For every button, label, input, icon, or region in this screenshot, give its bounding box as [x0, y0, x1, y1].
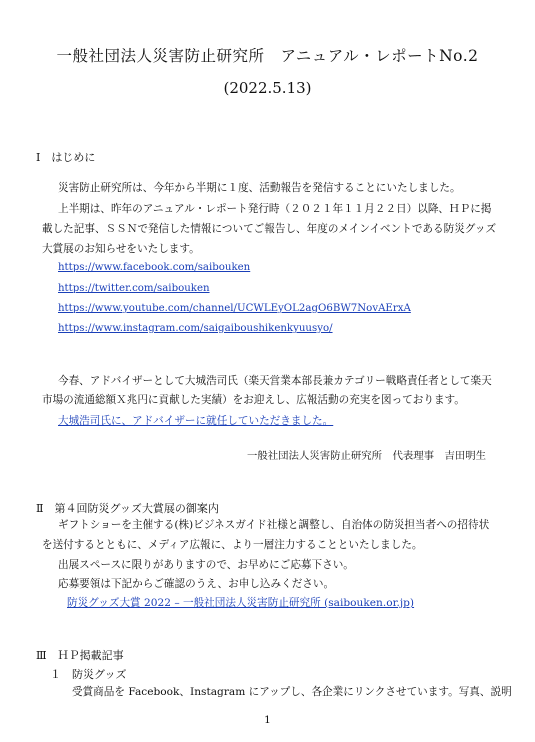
signature: 一般社団法人災害防止研究所 代表理事 吉田明生	[247, 450, 486, 462]
section-heading-exhibition: Ⅱ 第４回防災グッズ大賞展の御案内	[36, 502, 219, 515]
paragraph-line: 大賞展のお知らせをいたします。	[42, 243, 200, 255]
sub-heading-disaster-goods: １ 防災グッズ	[50, 668, 127, 681]
paragraph-line: 載した記事、ＳＳＮで発信した情報についてご報告し、年度のメインイベントである防災グッズ	[42, 223, 497, 235]
award-exhibition-link[interactable]: 防災グッズ大賞 2022 – 一般社団法人災害防止研究所 (saibouken.or.jp)	[67, 597, 415, 609]
instagram-link[interactable]: https://www.instagram.com/saigaiboushikenkyuusyo/	[58, 323, 333, 334]
page-number: 1	[264, 714, 271, 726]
page-title: 一般社団法人災害防止研究所 アニュアル・レポートNo.2	[56, 47, 479, 65]
facebook-link[interactable]: https://www.facebook.com/saibouken	[58, 262, 251, 273]
section-heading-intro: Ⅰ はじめに	[36, 151, 96, 164]
advisor-paragraph-line: 市場の流通総額Ｘ兆円に貢献した実績）をお迎えし、広報活動の充実を図っております。	[42, 394, 465, 406]
advisor-appointment-link[interactable]: 大城浩司氏に、アドバイザーに就任していただきました。	[58, 415, 334, 427]
paragraph-line: ギフトショーを主催する(株)ビジネスガイド社様と調整し、自治体の防災担当者への招待状	[58, 519, 490, 531]
youtube-link[interactable]: https://www.youtube.com/channel/UCWLEyOL2agO6BW7NovAErxA	[58, 303, 411, 314]
paragraph-line: 出展スペースに限りがありますので、お早めにご応募下さい。	[58, 559, 354, 571]
paragraph-line: 受賞商品を Facebook、Instagram にアップし、各企業にリンクさせています。写真、説明	[72, 686, 512, 698]
paragraph-line: 災害防止研究所は、今年から半期に１度、活動報告を発信することにいたしました。	[58, 182, 461, 194]
paragraph-line: 上半期は、昨年のアニュアル・レポート発行時（２０２１年１１月２２日）以降、ＨＰに掲	[58, 203, 492, 215]
twitter-link[interactable]: https://twitter.com/saibouken	[58, 283, 210, 294]
section-heading-hp-articles: Ⅲ ＨＰ掲載記事	[36, 649, 124, 662]
paragraph-line: 応募要領は下記からご確認のうえ、お申し込みください。	[58, 578, 335, 590]
paragraph-line: を送付するとともに、メディア広報に、より一層注力することといたしました。	[42, 539, 423, 551]
advisor-paragraph-line: 今春、アドバイザーとして大城浩司氏（楽天営業本部長兼カテゴリー戦略責任者として楽天	[58, 375, 492, 387]
report-date: (2022.5.13)	[223, 79, 312, 97]
